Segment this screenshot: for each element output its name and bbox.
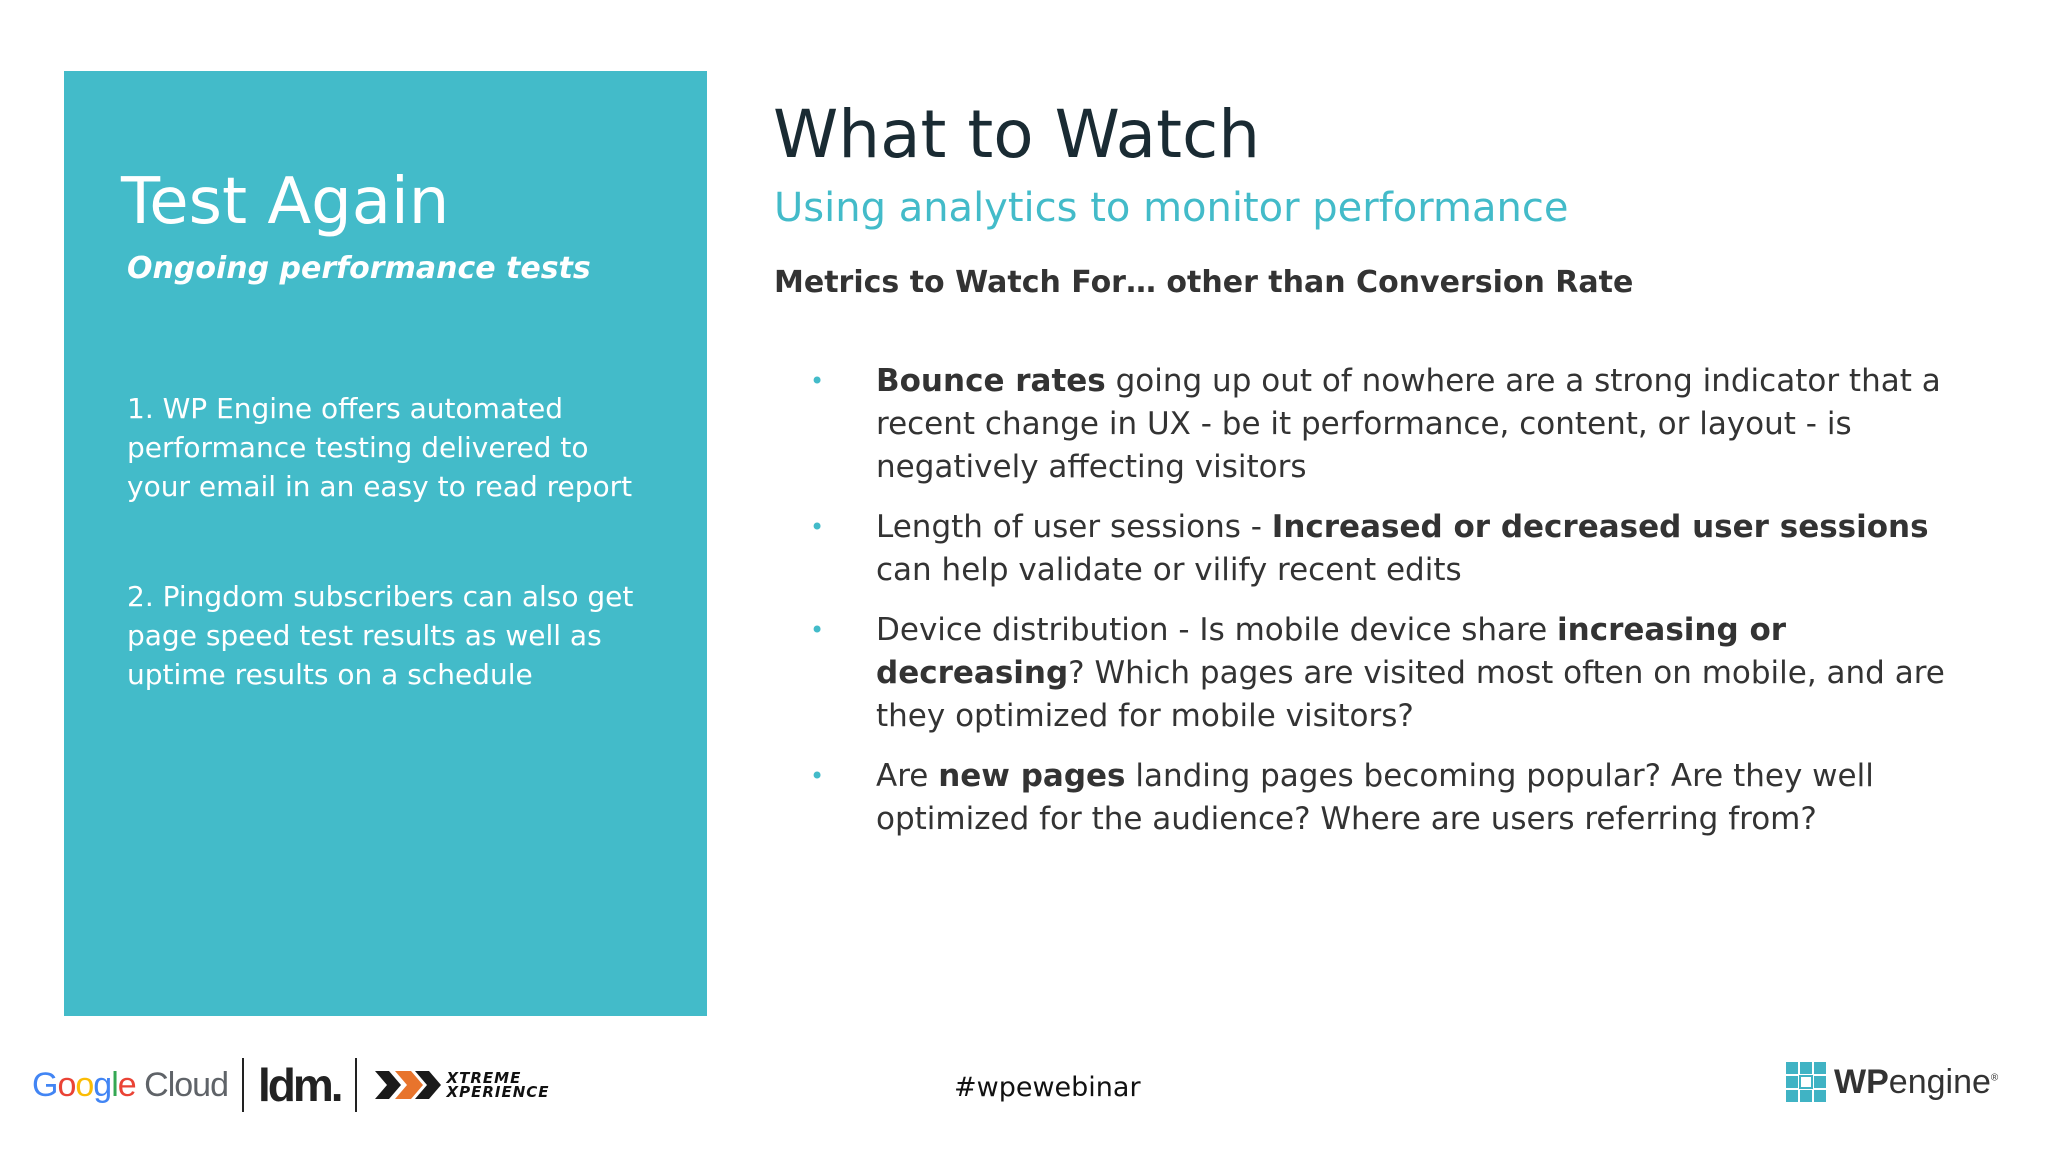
list-item-bounce-rates [810, 360, 1960, 489]
bullet-bold-text: new pages [938, 758, 1126, 794]
google-cloud-logo: Google Cloud [32, 1065, 228, 1104]
xtreme-xperience-logo [371, 1067, 550, 1103]
panel-subtitle: Ongoing performance tests [127, 251, 591, 286]
metrics-heading: Metrics to Watch For… other than Conversion Rate [774, 265, 1634, 300]
registered-mark: ® [1990, 1072, 1999, 1084]
ldm-logo: ldm. [257, 1059, 341, 1111]
sponsor-logos [32, 1055, 550, 1115]
xtreme-text: XTREME [446, 1069, 522, 1087]
hashtag: #wpewebinar [954, 1072, 1141, 1103]
engine-text: engine [1888, 1062, 1991, 1101]
panel-title: Test Again [121, 165, 450, 239]
panel-paragraph-1: 1. WP Engine offers automated performance testing delivered to your email in an easy to read report [127, 392, 633, 503]
bullet-icon: • [810, 616, 825, 644]
wp-text: WP [1834, 1062, 1889, 1101]
test-again-panel [64, 71, 707, 1016]
logo-divider [242, 1058, 244, 1112]
bullet-text: going up out of nowhere are a strong indicator that a recent change in UX - be it performance, content, or layout - is negatively affecting visitors [876, 363, 1941, 485]
bullet-text-before: Are [876, 758, 939, 794]
xx-mark-icon [371, 1067, 441, 1103]
bullet-text-before: Device distribution - Is mobile device share [876, 612, 1558, 648]
bullet-icon: • [810, 367, 825, 395]
xperience-text: XPERIENCE [446, 1083, 550, 1101]
wp-engine-logo [1786, 1062, 1998, 1102]
list-item-new-pages [810, 755, 1960, 841]
bullet-bold-text: Bounce rates [876, 363, 1106, 399]
bullet-bold-text: increasing or decreasing [876, 612, 1787, 691]
bullet-bold-text: Increased or decreased user sessions [1271, 509, 1929, 545]
bullet-text-after: can help validate or vilify recent edits [876, 552, 1462, 588]
bullet-icon: • [810, 513, 825, 541]
bullet-icon: • [810, 762, 825, 790]
wp-engine-grid-icon [1786, 1062, 1826, 1102]
page-title: What to Watch [773, 96, 1261, 173]
bullet-text-after: landing pages becoming popular? Are they well optimized for the audience? Where are users referring from? [876, 758, 1874, 837]
bullet-text-before: Length of user sessions - [876, 509, 1272, 545]
list-item-device-distribution [810, 609, 1960, 738]
bullet-text-after: ? Which pages are visited most often on mobile, and are they optimized for mobile visitors? [876, 655, 1945, 734]
list-item-session-length [810, 506, 1960, 592]
logo-divider [355, 1058, 357, 1112]
metrics-list [810, 360, 1960, 858]
panel-paragraph-2: 2. Pingdom subscribers can also get page speed test results as well as uptime results on a schedule [127, 580, 634, 691]
page-subtitle: Using analytics to monitor performance [774, 185, 1569, 231]
